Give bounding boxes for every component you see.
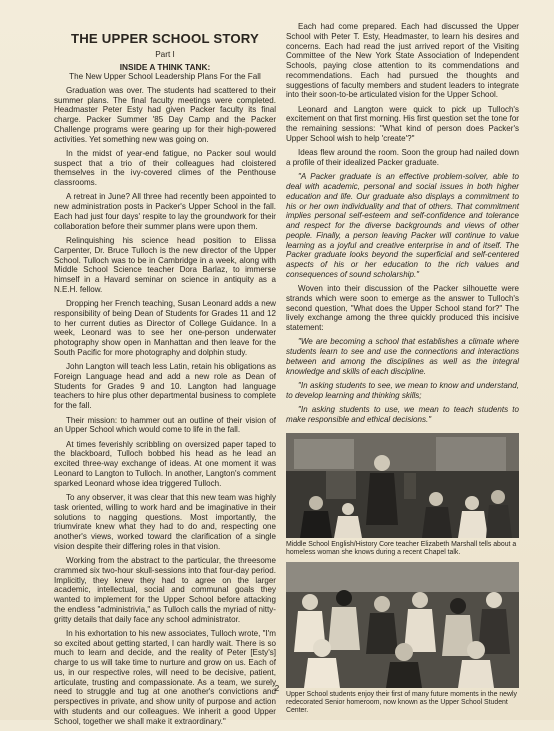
student-center-photo-image <box>286 562 519 688</box>
paragraph: Relinquishing his science head position to Elissa Carpenter, Dr. Bruce Tulloch is the new director of the Upper School. Tulloch was to be in Cambridge in a week, along with Middle School Science teacher Dora Barlaz, to immerse himself in a Havard seminar on science in antiquity as a N.E.H. fellow. <box>54 236 276 294</box>
graduate-profile-quote: "A Packer graduate is an effective problem-solver, able to deal with academic, personal and social issues in both higher education and life. Our graduate also displays a commitment to his or her own individuality and that of others. That commitment implies personal self-esteem and self-confidence and tolerance and respect for the diverse backgrounds and views of other people. Finally, a person leaving Packer will continue to value learning as a joyful and creative enterprise in and of itself. The Packer graduate looks beyond the superficial and self-centered aspects of his or her education to the rich values and consequences of sound scholarship." <box>286 172 519 279</box>
paragraph: In his exhortation to his new associates, Tulloch wrote, "I'm so excited about getting started, I can hardly wait. There is so much to learn and decide, and the reality of Peter [Esty's] charge to us will take time to nurture and grow on us. Each of us, in our respective roles, will need to be decisive, patient, articulate, trusting and compassionate. As a team, we surely need to struggle and tug at one another's convictions and perspectives in private, and show unity of purpose and action with students and our colleagues. We inherit a good Upper School, together we shall make it extraordinary." <box>54 628 276 726</box>
mission-quote: "In asking students to see, we mean to know and understand, to develop learning and thinking skills; <box>286 381 519 400</box>
student-center-caption: Upper School students enjoy their first of many future moments in the newly redecorated Senior homeroom, now known as the Upper School Student Center. <box>286 690 517 714</box>
paragraph: Ideas flew around the room. Soon the group had nailed down a profile of their idealized Packer graduate. <box>286 148 519 167</box>
left-column <box>54 22 276 731</box>
article-part: Part I <box>155 50 175 59</box>
paragraph: Leonard and Langton were quick to pick up Tulloch's excitement on that first morning. His first question set the tone for the remaining sessions: "What kind of person does Packer's Upper School wish to help 'create'?" <box>286 104 519 143</box>
paragraph: Working from the abstract to the particular, the threesome crammed six two-hour skull-sessions into that four-day period. Implicitly, they knew they had to agree on the larger academic, intellectual, social and communal goals they wanted to implement for the Upper School before attacking the endless "administrivia," as Tulloch calls the myriad of nitty-gritty details that daily face any school administrator. <box>54 556 276 624</box>
paragraph: Each had come prepared. Each had discussed the Upper School with Peter T. Esty, Headmaster, to learn his desires and concerns. Each had read the just arrived report of the Visiting Committee of the New York State Association of Independent Schools, paying close attention to its commendations and recommendations. Each had pursued the thoughts and suggestions of faculty members and student leaders to integrate into their soon-to-be articulated vision for the Upper School. <box>286 22 519 100</box>
chapel-talk-photo <box>286 433 519 538</box>
student-center-photo <box>286 562 519 688</box>
paragraph: Woven into their discussion of the Packer silhouette were strands which were soon to emerge as the answer to Tulloch's second question, "What does the Upper School stand for?" The lively exchange among the three quickly produced this incisive statement: <box>286 284 519 333</box>
chapel-talk-photo-image <box>286 433 519 538</box>
paragraph: To any observer, it was clear that this new team was highly task oriented, willing to work hard and be imaginative in their solutions to nagging questions. Most importantly, the triumvirate knew what they had to do and, respecting one another's views, worked toward the clarification of a single vision despite their differing roles in that vision. <box>54 493 276 551</box>
right-column <box>286 22 519 715</box>
mission-quote: "In asking students to use, we mean to teach students to make responsible and ethical decisions." <box>286 405 519 424</box>
page-number: 2 <box>274 684 280 693</box>
article-title: THE UPPER SCHOOL STORY <box>70 31 260 46</box>
paragraph: At times feverishly scribbling on oversized paper taped to the blackboard, Tulloch bobbed his head as he lead an excited three-way exchange of ideas. At one moment it was Leonard to Langton to Tulloch. In another, Langton's comment sparked Leonard whose idea triggered Tulloch. <box>54 439 276 488</box>
paragraph: Graduation was over. The students had scattered to their summer plans. The final faculty meetings were completed. Headmaster Peter Esty had given Packer faculty its final charge. Packer Summer '85 Day Camp and the Packer Challenge programs were gearing up for their high-powered activities. Yet something new was going on. <box>54 85 276 144</box>
paragraph: Their mission: to hammer out an outline of their vision of an Upper School which would come to life in the fall. <box>54 415 276 435</box>
paragraph: In the midst of year-end fatigue, no Packer soul would suspect that a trio of their colleagues had cloistered themselves in the ivy-covered climes of the Penthouse classrooms. <box>54 148 276 188</box>
article-kicker: INSIDE A THINK TANK: <box>119 61 211 72</box>
paragraph: Dropping her French teaching, Susan Leonard adds a new responsibility of being Dean of Students for Grades 11 and 12 to her current duties as Director of College Guidance. In a week, Leonard was to see her one-person underwater photography show open in Manhattan and then leave for the South Pacific for more photography and dolphin study. <box>54 299 276 357</box>
mission-quote: "We are becoming a school that establishes a climate where students learn to see and use the connections and interactions between and among the disciplines as well as the integral knowledge and skills of each discipline. <box>286 337 519 376</box>
paragraph: A retreat in June? All three had recently been appointed to new administration posts in Packer's Upper School in the fall. Each had just four days' respite to lay the groundwork for their collaboration before their summer plans were upon them. <box>54 192 276 231</box>
paragraph: John Langton will teach less Latin, retain his obligations as Foreign Language head and add a new role as Dean of Students for Grades 9 and 10. Langton had language teachers to hire plus other departmental business to complete for the fall. <box>54 362 276 411</box>
chapel-talk-caption: Middle School English/History Core teacher Elizabeth Marshall tells about a homeless woman she knows during a recent Chapel talk. <box>286 540 517 556</box>
article-kicker-subtitle: The New Upper School Leadership Plans For the Fall <box>69 72 261 82</box>
